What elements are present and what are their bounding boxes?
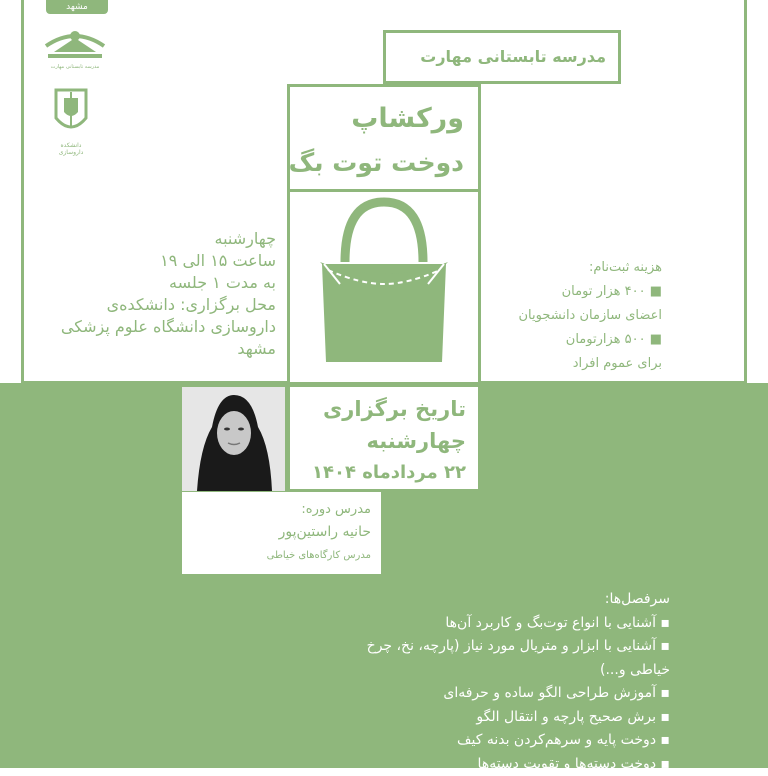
fees-title: هزینه ثبت‌نام: [486, 256, 662, 280]
registration-fees [486, 256, 662, 376]
fee-item: برای عموم افراد [486, 352, 662, 376]
syllabus-item: خیاطی و...) [240, 659, 670, 683]
fee-item: اعضای سازمان دانشجویان [486, 304, 662, 328]
school-logo [38, 24, 112, 74]
syllabus-item: ▪ برش صحیح پارچه و انتقال الگو [240, 706, 670, 730]
syllabus-item: ▪ آشنایی با ابزار و متریال مورد نیاز (پارچه، نخ، چرخ [240, 635, 670, 659]
instructor-role: مدرس کارگاه‌های خیاطی [182, 544, 371, 568]
fee-item: ■ ۴۰۰ هزار تومان [486, 280, 662, 304]
instructor-card [182, 492, 381, 574]
instructor-name: حانیه راستین‌پور [182, 520, 371, 544]
syllabus-item: ▪ آشنایی با انواع توت‌بگ و کاربرد آن‌ها [240, 612, 670, 636]
schedule-line: چهارشنبه [100, 228, 276, 250]
school-name: مدرسه تابستانی مهارت [420, 47, 606, 66]
instructor-portrait-icon [182, 387, 285, 491]
frame-right-line [744, 0, 747, 385]
syllabus-item: ▪ دوخت دسته‌ها و تقویت دسته‌ها [240, 753, 670, 776]
syllabus-title: سرفصل‌ها: [240, 588, 670, 612]
schedule-line: مشهد [100, 338, 276, 360]
faculty-emblem-icon [48, 86, 94, 138]
event-date-weekday: چهارشنبه [290, 425, 466, 457]
instructor-photo [182, 387, 285, 491]
workshop-title-line1: ورکشاپ [290, 97, 464, 141]
event-date-value: ۲۲ مردادماه ۱۴۰۴ [290, 457, 466, 489]
schedule-line: ساعت ۱۵ الی ۱۹ [100, 250, 276, 272]
schedule-info [100, 228, 276, 360]
schedule-line: محل برگزاری: دانشکده‌ی [100, 294, 276, 316]
instructor-label: مدرس دوره: [182, 500, 371, 520]
tote-bag-icon [290, 192, 478, 382]
fee-item: ■ ۵۰۰ هزارتومان [486, 328, 662, 352]
workshop-title-line2: دوخت توت بگ [290, 141, 464, 185]
event-date-label: تاریخ برگزاری [290, 393, 466, 425]
workshop-title-box [287, 84, 481, 192]
schedule-line: داروسازی دانشگاه علوم پزشکی [100, 316, 276, 338]
bag-illustration-box [287, 189, 481, 385]
syllabus-item: ▪ آموزش طراحی الگو ساده و حرفه‌ای [240, 682, 670, 706]
syllabus-item: ▪ دوخت پایه و سرهم‌کردن بدنه کیف [240, 729, 670, 753]
frame-left-line [21, 0, 24, 385]
faculty-logo-caption: دانشکده داروسازی [48, 142, 94, 156]
syllabus-section [240, 588, 670, 776]
corner-tag: مشهد [46, 0, 108, 14]
faculty-logo [48, 86, 94, 156]
school-logo-icon [38, 24, 112, 60]
school-name-box [383, 30, 621, 84]
event-date-box [287, 384, 481, 492]
schedule-line: به مدت ۱ جلسه [100, 272, 276, 294]
school-logo-caption: مدرسه تابستانی مهارت [38, 64, 112, 70]
